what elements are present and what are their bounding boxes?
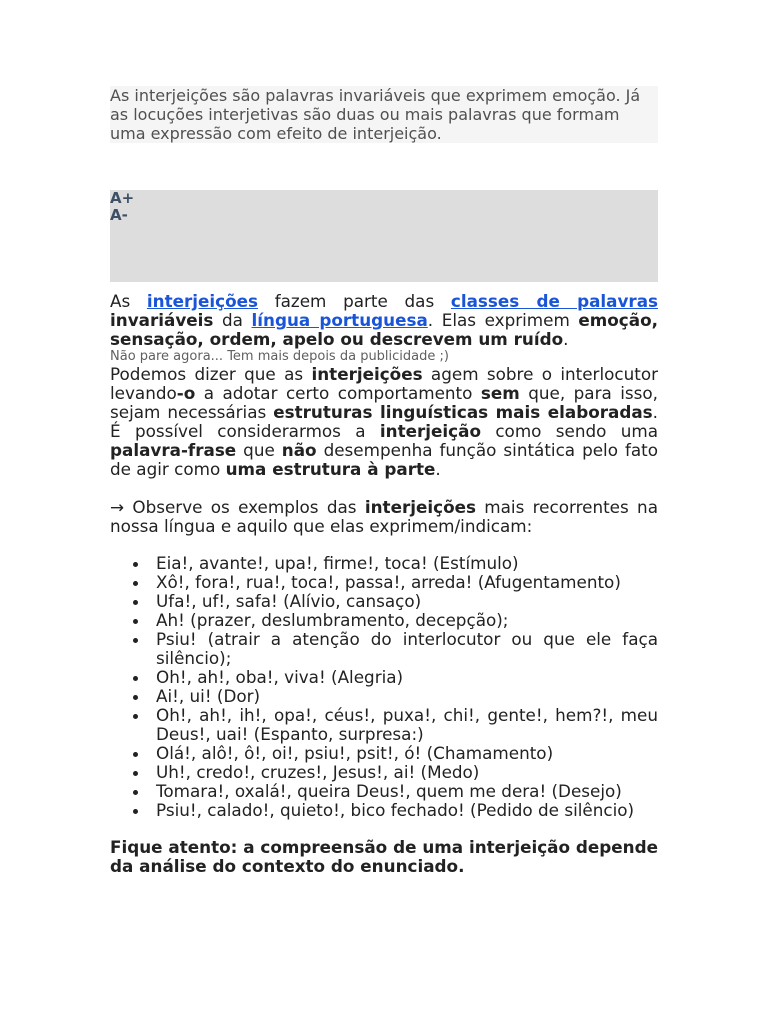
link-classes-de-palavras[interactable]: classes de palavras: [450, 291, 659, 311]
link-lingua-portuguesa[interactable]: língua portuguesa: [251, 310, 428, 330]
list-item: Ah! (prazer, deslumbramento, decepção);: [156, 611, 658, 630]
list-item: Uh!, credo!, cruzes!, Jesus!, ai! (Medo): [156, 763, 658, 782]
list-item: Oh!, ah!, oba!, viva! (Alegria): [156, 668, 658, 687]
paragraph-examples-intro: [110, 498, 658, 536]
list-item: Psiu!, calado!, quieto!, bico fechado! (Pedido de silêncio): [156, 801, 658, 820]
bold-text: interjeições: [364, 497, 476, 517]
text: que: [236, 440, 282, 460]
article-summary: [110, 86, 658, 143]
bold-text: interjeições: [311, 364, 423, 384]
bold-text: estruturas linguísticas mais elaboradas: [273, 402, 653, 422]
text: .: [435, 459, 441, 479]
text: a adotar certo comportamento: [195, 383, 481, 403]
text: como sendo uma: [480, 421, 659, 441]
paragraph-definition: [110, 365, 658, 479]
bold-text: sem: [480, 383, 520, 403]
link-interjeicoes[interactable]: interjeições: [146, 291, 259, 311]
closing-note: Fique atento: a compreensão de uma interjeição depende da análise do contexto do enunciado.: [110, 837, 658, 876]
bold-text: não: [281, 440, 317, 460]
bold-text: interjeição: [379, 421, 481, 441]
list-item: Ufa!, uf!, safa! (Alívio, cansaço): [156, 592, 658, 611]
text: da: [213, 310, 252, 330]
text: agem sobre o interlocutor levando: [110, 364, 658, 403]
list-item: Oh!, ah!, ih!, opa!, céus!, puxa!, chi!, gente!, hem?!, meu Deus!, uai! (Espanto, surpresa:): [156, 705, 658, 744]
text: . É possível considerarmos a: [110, 402, 659, 441]
intro-paragraph: [110, 292, 658, 349]
text: fazem parte das: [258, 291, 451, 311]
text: → Observe os exemplos das: [110, 497, 365, 517]
list-item: Psiu! (atrair a atenção do interlocutor ou que ele faça silêncio);: [156, 629, 658, 668]
text: desempenha função sintática pelo fato de agir como: [110, 440, 659, 479]
article-body: [110, 292, 658, 876]
text: que, para isso, sejam necessárias: [110, 383, 658, 422]
increase-font-button[interactable]: A+: [110, 189, 135, 207]
text: . Elas exprimem: [427, 310, 579, 330]
text: As: [110, 291, 147, 311]
list-item: Eia!, avante!, upa!, firme!, toca! (Estímulo): [156, 554, 658, 573]
list-item: Olá!, alô!, ô!, oi!, psiu!, psit!, ó! (Chamamento): [156, 744, 658, 763]
ad-notice: Não pare agora... Tem mais depois da publicidade ;): [110, 349, 449, 364]
bold-text: uma estrutura à parte: [225, 459, 436, 479]
font-size-controls: [110, 190, 658, 282]
list-item: Tomara!, oxalá!, queira Deus!, quem me dera! (Desejo): [156, 782, 658, 801]
summary-text: As interjeições são palavras invariáveis que exprimem emoção. Já as locuções interjetivas são duas ou mais palavras que formam uma expressão com efeito de interjeição.: [110, 86, 641, 143]
text: .: [563, 329, 569, 349]
list-item: Ai!, ui! (Dor): [156, 687, 658, 706]
bold-text: -o: [176, 383, 196, 403]
decrease-font-button[interactable]: A-: [110, 206, 128, 224]
bold-text: palavra-frase: [110, 440, 237, 460]
list-item: Xô!, fora!, rua!, toca!, passa!, arreda! (Afugentamento): [156, 573, 658, 592]
text: Podemos dizer que as: [110, 364, 312, 384]
bold-text: emoção, sensação, ordem, apelo ou descrevem um ruído: [110, 310, 658, 349]
examples-list: [110, 554, 658, 820]
bold-text: invariáveis: [110, 310, 214, 330]
spacer: [110, 479, 658, 498]
text: mais recorrentes na nossa língua e aquilo que elas exprimem/indicam:: [110, 497, 658, 536]
